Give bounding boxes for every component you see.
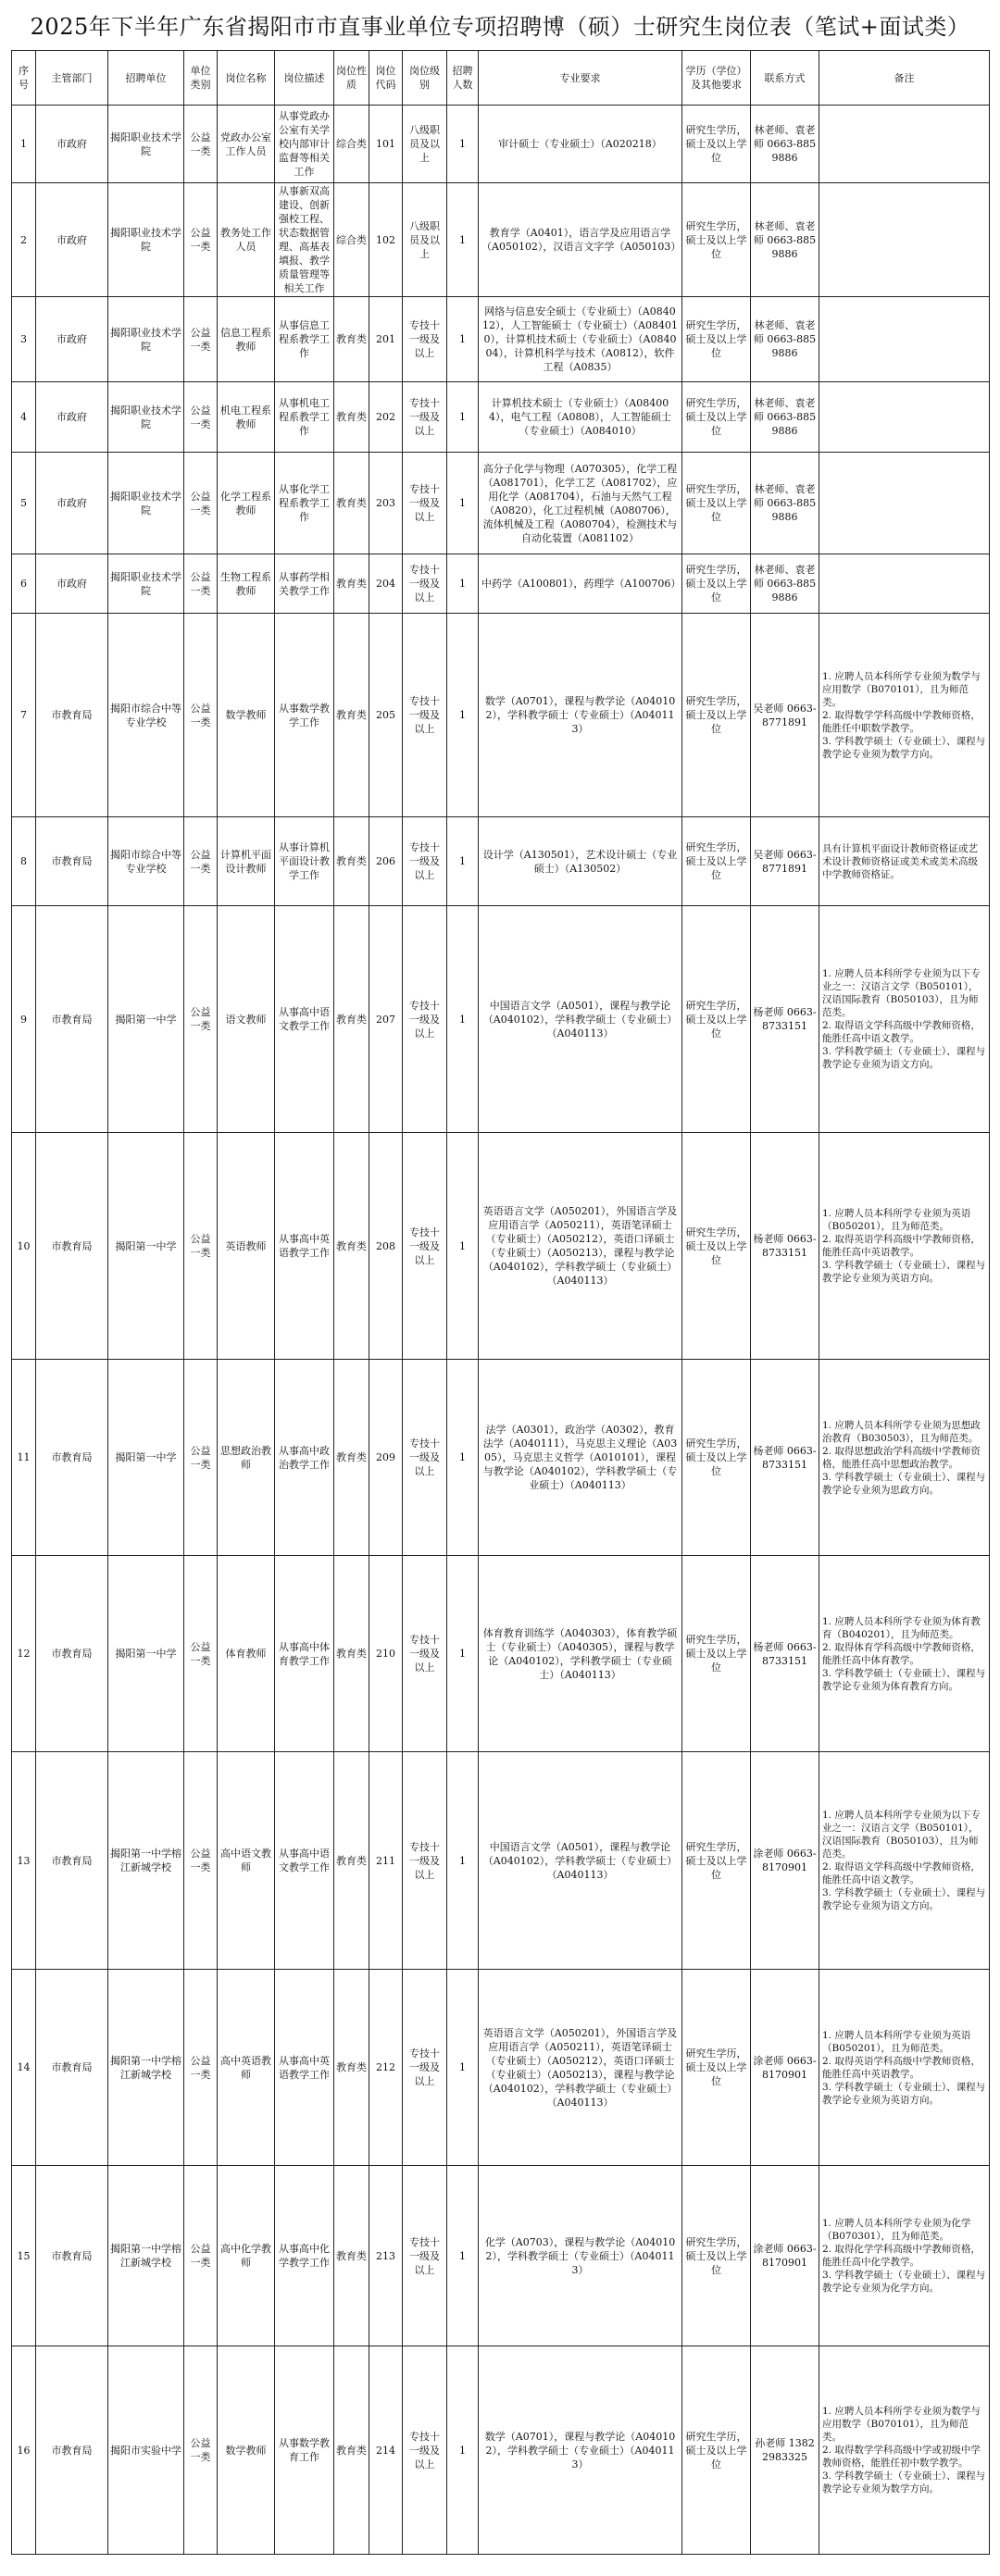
row-edu: 研究生学历，硕士及以上学位 (682, 106, 751, 183)
table-row (12, 2346, 990, 2555)
row-unit: 揭阳第一中学 (108, 1360, 184, 1556)
row-notes (819, 1360, 990, 1556)
row-nature: 教育类 (334, 382, 369, 453)
row-count: 1 (447, 554, 479, 614)
row-category: 公益一类 (184, 554, 218, 614)
row-count: 1 (447, 614, 479, 817)
row-count: 1 (447, 183, 479, 297)
row-unit: 揭阳职业技术学院 (108, 183, 184, 297)
note-item: 2. 取得数学学科高级中学教师资格，能胜任中职数学教学。 (822, 709, 981, 734)
row-nature: 综合类 (334, 183, 369, 297)
note-item: 3. 学科教学硕士（专业硕士）、课程与教学论专业须为英语方向。 (822, 2081, 986, 2106)
row-no: 13 (12, 1752, 36, 1970)
row-desc: 从事数学教育工作 (275, 2346, 334, 2555)
header-category: 单位类别 (184, 51, 218, 106)
note-item: 1. 应聘人员本科所学专业须为数学与应用数学（B070101），且为师范类。 (822, 670, 981, 708)
row-category: 公益一类 (184, 106, 218, 183)
row-notes (819, 2166, 990, 2346)
row-level: 专技十一级及以上 (403, 817, 447, 906)
row-level: 八级职员及以上 (403, 183, 447, 297)
row-notes (819, 817, 990, 906)
row-dept: 市教育局 (36, 614, 108, 817)
row-category: 公益一类 (184, 906, 218, 1133)
row-desc: 从事高中语文教学工作 (275, 1752, 334, 1970)
row-count: 1 (447, 2166, 479, 2346)
row-code: 210 (369, 1556, 403, 1752)
row-major: 数学（A0701），课程与教学论（A040102），学科教学硕士（专业硕士）（A040113） (479, 614, 682, 817)
row-notes (819, 382, 990, 453)
table-row (12, 297, 990, 382)
row-contact: 杨老师 0663-8733151 (751, 1556, 819, 1752)
row-dept: 市教育局 (36, 1133, 108, 1360)
row-unit: 揭阳第一中学 (108, 906, 184, 1133)
row-no: 12 (12, 1556, 36, 1752)
note-item: 2. 取得体育学科高级中学教师资格，能胜任高中体育教学。 (822, 1641, 981, 1666)
row-edu: 研究生学历，硕士及以上学位 (682, 2346, 751, 2555)
row-count: 1 (447, 817, 479, 906)
row-notes (819, 297, 990, 382)
table-row (12, 906, 990, 1133)
note-item: 3. 学科教学硕士（专业硕士）、课程与教学论专业须为数学方向。 (822, 2470, 986, 2495)
positions-table (11, 50, 990, 2555)
header-unit: 招聘单位 (108, 51, 184, 106)
row-count: 1 (447, 382, 479, 453)
row-dept: 市政府 (36, 297, 108, 382)
row-dept: 市教育局 (36, 817, 108, 906)
row-nature: 教育类 (334, 1556, 369, 1752)
row-post: 信息工程系教师 (218, 297, 275, 382)
row-unit: 揭阳第一中学 (108, 1133, 184, 1360)
table-body (12, 106, 990, 2555)
row-level: 专技十一级及以上 (403, 1752, 447, 1970)
row-contact: 孙老师 13822983325 (751, 2346, 819, 2555)
row-notes (819, 1752, 990, 1970)
row-code: 201 (369, 297, 403, 382)
note-item: 3. 学科教学硕士（专业硕士）、课程与教学论专业须为语文方向。 (822, 1887, 986, 1911)
row-no: 10 (12, 1133, 36, 1360)
row-post: 英语教师 (218, 1133, 275, 1360)
row-count: 1 (447, 906, 479, 1133)
row-contact: 吴老师 0663-8771891 (751, 817, 819, 906)
header-nature: 岗位性质 (334, 51, 369, 106)
row-dept: 市教育局 (36, 2346, 108, 2555)
row-count: 1 (447, 2346, 479, 2555)
row-nature: 综合类 (334, 106, 369, 183)
row-desc: 从事数学教学工作 (275, 614, 334, 817)
row-post: 思想政治教师 (218, 1360, 275, 1556)
table-row (12, 554, 990, 614)
row-post: 体育教师 (218, 1556, 275, 1752)
row-no: 6 (12, 554, 36, 614)
note-item: 1. 应聘人员本科所学专业须为英语（B050201），且为师范类。 (822, 1208, 971, 1232)
row-code: 212 (369, 1970, 403, 2166)
table-row (12, 2166, 990, 2346)
row-contact: 涂老师 0663-8170901 (751, 1752, 819, 1970)
row-post: 数学教师 (218, 2346, 275, 2555)
row-level: 专技十一级及以上 (403, 554, 447, 614)
row-contact: 杨老师 0663-8733151 (751, 1133, 819, 1360)
row-count: 1 (447, 453, 479, 554)
row-contact: 林老师、袁老师 0663-8859886 (751, 382, 819, 453)
note-item: 3. 学科教学硕士（专业硕士）、课程与教学论专业须为思政方向。 (822, 1471, 986, 1496)
row-edu: 研究生学历，硕士及以上学位 (682, 1360, 751, 1556)
row-nature: 教育类 (334, 2346, 369, 2555)
row-code: 206 (369, 817, 403, 906)
row-no: 9 (12, 906, 36, 1133)
row-edu: 研究生学历，硕士及以上学位 (682, 1970, 751, 2166)
row-contact: 杨老师 0663-8733151 (751, 1360, 819, 1556)
row-code: 211 (369, 1752, 403, 1970)
row-category: 公益一类 (184, 2166, 218, 2346)
row-code: 202 (369, 382, 403, 453)
row-dept: 市政府 (36, 554, 108, 614)
row-edu: 研究生学历，硕士及以上学位 (682, 1133, 751, 1360)
header-count: 招聘人数 (447, 51, 479, 106)
row-post: 化学工程系教师 (218, 453, 275, 554)
row-major: 中国语言文学（A0501），课程与教学论（A040102），学科教学硕士（专业硕士）（A040113） (479, 1752, 682, 1970)
row-level: 八级职员及以上 (403, 106, 447, 183)
row-unit: 揭阳第一中学榕江新城学校 (108, 1752, 184, 1970)
header-code: 岗位代码 (369, 51, 403, 106)
row-contact: 涂老师 0663-8170901 (751, 1970, 819, 2166)
row-count: 1 (447, 1360, 479, 1556)
row-major: 设计学（A130501），艺术设计硕士（专业硕士）（A130502） (479, 817, 682, 906)
note-item: 1. 应聘人员本科所学专业须为英语（B050201），且为师范类。 (822, 2029, 971, 2054)
row-major: 数学（A0701），课程与教学论（A040102），学科教学硕士（专业硕士）（A040113） (479, 2346, 682, 2555)
table-row (12, 382, 990, 453)
note-item: 2. 取得英语学科高级中学教师资格，能胜任高中英语教学。 (822, 2055, 981, 2080)
header-desc: 岗位描述 (275, 51, 334, 106)
row-desc: 从事药学相关教学工作 (275, 554, 334, 614)
row-level: 专技十一级及以上 (403, 2166, 447, 2346)
row-category: 公益一类 (184, 183, 218, 297)
row-desc: 从事机电工程系教学工作 (275, 382, 334, 453)
row-level: 专技十一级及以上 (403, 614, 447, 817)
row-major: 网络与信息安全硕士（专业硕士）（A084012），人工智能硕士（专业硕士）（A084010），计算机技术硕士（专业硕士）（A084004），计算机科学与技术（A0812），软件工程（A0835） (479, 297, 682, 382)
row-edu: 研究生学历，硕士及以上学位 (682, 1752, 751, 1970)
row-edu: 研究生学历，硕士及以上学位 (682, 554, 751, 614)
row-desc: 从事高中体育教学工作 (275, 1556, 334, 1752)
table-row (12, 1133, 990, 1360)
note-item: 1. 应聘人员本科所学专业须为以下专业之一：汉语言文学（B050101），汉语国际教育（B050103），且为师范类。 (822, 968, 981, 1018)
row-category: 公益一类 (184, 614, 218, 817)
row-edu: 研究生学历，硕士及以上学位 (682, 2166, 751, 2346)
row-category: 公益一类 (184, 382, 218, 453)
row-dept: 市政府 (36, 106, 108, 183)
row-no: 3 (12, 297, 36, 382)
note-item: 3. 学科教学硕士（专业硕士）、课程与教学论专业须为语文方向。 (822, 1046, 986, 1070)
row-count: 1 (447, 297, 479, 382)
row-dept: 市教育局 (36, 1970, 108, 2166)
row-category: 公益一类 (184, 1752, 218, 1970)
row-dept: 市政府 (36, 183, 108, 297)
note-item: 3. 学科教学硕士（专业硕士）、课程与教学论专业须为化学方向。 (822, 2270, 986, 2294)
row-nature: 教育类 (334, 453, 369, 554)
row-no: 5 (12, 453, 36, 554)
table-row (12, 1556, 990, 1752)
row-post: 教务处工作人员 (218, 183, 275, 297)
row-edu: 研究生学历，硕士及以上学位 (682, 382, 751, 453)
row-unit: 揭阳第一中学 (108, 1556, 184, 1752)
row-count: 1 (447, 1133, 479, 1360)
row-nature: 教育类 (334, 1360, 369, 1556)
row-level: 专技十一级及以上 (403, 1360, 447, 1556)
row-major: 中国语言文学（A0501），课程与教学论（A040102），学科教学硕士（专业硕士）（A040113） (479, 906, 682, 1133)
row-no: 4 (12, 382, 36, 453)
row-count: 1 (447, 1970, 479, 2166)
row-level: 专技十一级及以上 (403, 1133, 447, 1360)
row-edu: 研究生学历，硕士及以上学位 (682, 297, 751, 382)
row-unit: 揭阳职业技术学院 (108, 106, 184, 183)
row-nature: 教育类 (334, 2166, 369, 2346)
row-category: 公益一类 (184, 817, 218, 906)
row-major: 化学（A0703），课程与教学论（A040102），学科教学硕士（专业硕士）（A040113） (479, 2166, 682, 2346)
row-post: 生物工程系教师 (218, 554, 275, 614)
row-nature: 教育类 (334, 1133, 369, 1360)
row-no: 1 (12, 106, 36, 183)
row-nature: 教育类 (334, 1970, 369, 2166)
note-item: 具有计算机平面设计教师资格证或艺术设计教师资格证或美术或美术高级中学教师资格证。 (822, 842, 978, 880)
row-post: 高中语文教师 (218, 1752, 275, 1970)
row-count: 1 (447, 106, 479, 183)
row-contact: 杨老师 0663-8733151 (751, 906, 819, 1133)
row-contact: 吴老师 0663-8771891 (751, 614, 819, 817)
row-code: 204 (369, 554, 403, 614)
document-title: 2025年下半年广东省揭阳市市直事业单位专项招聘博（硕）士研究生岗位表（笔试+面试类） (30, 14, 970, 40)
row-unit: 揭阳职业技术学院 (108, 554, 184, 614)
row-nature: 教育类 (334, 614, 369, 817)
row-post: 数学教师 (218, 614, 275, 817)
note-item: 3. 学科教学硕士（专业硕士）、课程与教学论专业须为英语方向。 (822, 1260, 986, 1284)
row-category: 公益一类 (184, 1970, 218, 2166)
header-edu: 学历（学位）及其他要求 (682, 51, 751, 106)
row-unit: 揭阳职业技术学院 (108, 453, 184, 554)
row-desc: 从事高中化学教学工作 (275, 2166, 334, 2346)
note-item: 2. 取得语文学科高级中学教师资格，能胜任高中语文教学。 (822, 1861, 981, 1885)
row-nature: 教育类 (334, 554, 369, 614)
row-notes (819, 614, 990, 817)
row-major: 计算机技术硕士（专业硕士）（A084004），电气工程（A0808），人工智能硕士（专业硕士）（A084010） (479, 382, 682, 453)
row-category: 公益一类 (184, 2346, 218, 2555)
note-item: 2. 取得化学学科高级中学教师资格，能胜任高中化学教学。 (822, 2244, 981, 2268)
row-dept: 市教育局 (36, 2166, 108, 2346)
row-desc: 从事高中英语教学工作 (275, 1970, 334, 2166)
row-post: 党政办公室工作人员 (218, 106, 275, 183)
note-item: 1. 应聘人员本科所学专业须为以下专业之一：汉语言文学（B050101），汉语国际教育（B050103），且为师范类。 (822, 1810, 981, 1860)
row-no: 8 (12, 817, 36, 906)
row-desc: 从事高中语文教学工作 (275, 906, 334, 1133)
row-no: 11 (12, 1360, 36, 1556)
row-notes (819, 453, 990, 554)
row-contact: 林老师、袁老师 0663-8859886 (751, 297, 819, 382)
row-unit: 揭阳市综合中等专业学校 (108, 817, 184, 906)
header-row (12, 51, 990, 106)
row-major: 教育学（A0401），语言学及应用语言学（A050102），汉语言文字学（A050103） (479, 183, 682, 297)
header-dept: 主管部门 (36, 51, 108, 106)
row-code: 102 (369, 183, 403, 297)
row-major: 法学（A0301），政治学（A0302），教育法学（A040111），马克思主义理论（A0305），马克思主义哲学（A010101），课程与教学论（A040102），学科教学硕士（专业硕士）（A040113） (479, 1360, 682, 1556)
row-category: 公益一类 (184, 297, 218, 382)
table-row (12, 817, 990, 906)
row-code: 203 (369, 453, 403, 554)
row-category: 公益一类 (184, 1133, 218, 1360)
row-contact: 林老师、袁老师 0663-8859886 (751, 453, 819, 554)
row-notes (819, 106, 990, 183)
row-dept: 市教育局 (36, 906, 108, 1133)
row-no: 7 (12, 614, 36, 817)
row-contact: 林老师、袁老师 0663-8859886 (751, 183, 819, 297)
header-notes: 备注 (819, 51, 990, 106)
row-nature: 教育类 (334, 906, 369, 1133)
row-level: 专技十一级及以上 (403, 906, 447, 1133)
table-row (12, 453, 990, 554)
header-level: 岗位级别 (403, 51, 447, 106)
row-unit: 揭阳职业技术学院 (108, 382, 184, 453)
row-edu: 研究生学历，硕士及以上学位 (682, 614, 751, 817)
row-count: 1 (447, 1752, 479, 1970)
row-category: 公益一类 (184, 453, 218, 554)
row-code: 209 (369, 1360, 403, 1556)
row-contact: 林老师、袁老师 0663-8859886 (751, 554, 819, 614)
row-code: 207 (369, 906, 403, 1133)
note-item: 3. 学科教学硕士（专业硕士）、课程与教学论专业须为数学方向。 (822, 735, 986, 760)
row-edu: 研究生学历，硕士及以上学位 (682, 906, 751, 1133)
row-level: 专技十一级及以上 (403, 297, 447, 382)
row-unit: 揭阳职业技术学院 (108, 297, 184, 382)
row-level: 专技十一级及以上 (403, 1556, 447, 1752)
row-unit: 揭阳市实验中学 (108, 2346, 184, 2555)
row-notes (819, 1970, 990, 2166)
row-code: 101 (369, 106, 403, 183)
row-major: 体育教育训练学（A040303），体育教学硕士（专业硕士）（A040305），课程与教学论（A040102），学科教学硕士（专业硕士）（A040113） (479, 1556, 682, 1752)
row-unit: 揭阳第一中学榕江新城学校 (108, 1970, 184, 2166)
row-code: 213 (369, 2166, 403, 2346)
note-item: 2. 取得语文学科高级中学教师资格，能胜任高中语文教学。 (822, 1020, 981, 1044)
row-desc: 从事党政办公室有关学校内部审计监督等相关工作 (275, 106, 334, 183)
row-major: 英语语言文学（A050201），外国语言学及应用语言学（A050211），英语笔译硕士（专业硕士）（A050212），英语口译硕士（专业硕士）（A050213），课程与教学论（A040102），学科教学硕士（专业硕士）（A040113） (479, 1133, 682, 1360)
header-post: 岗位名称 (218, 51, 275, 106)
table-row (12, 1360, 990, 1556)
table-row (12, 1970, 990, 2166)
row-nature: 教育类 (334, 1752, 369, 1970)
row-post: 高中化学教师 (218, 2166, 275, 2346)
header-contact: 联系方式 (751, 51, 819, 106)
row-code: 205 (369, 614, 403, 817)
note-item: 1. 应聘人员本科所学专业须为体育教育（B040201），且为师范类。 (822, 1615, 981, 1640)
row-dept: 市教育局 (36, 1360, 108, 1556)
row-no: 16 (12, 2346, 36, 2555)
row-no: 15 (12, 2166, 36, 2346)
row-desc: 从事计算机平面设计教学工作 (275, 817, 334, 906)
row-major: 中药学（A100801），药理学（A100706） (479, 554, 682, 614)
row-major: 高分子化学与物理（A070305），化学工程（A081701），化学工艺（A081702），应用化学（A081704），石油与天然气工程（A0820），化工过程机械（A080706），流体机械及工程（A080704），检测技术与自动化装置（A081102） (479, 453, 682, 554)
row-code: 214 (369, 2346, 403, 2555)
row-edu: 研究生学历，硕士及以上学位 (682, 817, 751, 906)
row-post: 语文教师 (218, 906, 275, 1133)
row-contact: 林老师、袁老师 0663-8859886 (751, 106, 819, 183)
row-code: 208 (369, 1133, 403, 1360)
note-item: 2. 取得英语学科高级中学教师资格，能胜任高中英语教学。 (822, 1234, 981, 1258)
row-post: 机电工程系教师 (218, 382, 275, 453)
note-item: 1. 应聘人员本科所学专业须为思想政治教育（B030503），且为师范类。 (822, 1419, 981, 1444)
table-row (12, 183, 990, 297)
note-item: 3. 学科教学硕士（专业硕士）、课程与教学论专业须为体育教育方向。 (822, 1667, 986, 1692)
row-dept: 市政府 (36, 453, 108, 554)
note-item: 1. 应聘人员本科所学专业须为化学（B070301），且为师范类。 (822, 2218, 971, 2242)
row-unit: 揭阳第一中学榕江新城学校 (108, 2166, 184, 2346)
row-notes (819, 1556, 990, 1752)
row-no: 14 (12, 1970, 36, 2166)
row-category: 公益一类 (184, 1360, 218, 1556)
row-edu: 研究生学历，硕士及以上学位 (682, 1556, 751, 1752)
row-major: 英语语言文学（A050201），外国语言学及应用语言学（A050211），英语笔译硕士（专业硕士）（A050212），英语口译硕士（专业硕士）（A050213），课程与教学论（A040102），学科教学硕士（专业硕士）（A040113） (479, 1970, 682, 2166)
row-post: 高中英语教师 (218, 1970, 275, 2166)
row-level: 专技十一级及以上 (403, 382, 447, 453)
row-desc: 从事高中英语教学工作 (275, 1133, 334, 1360)
row-unit: 揭阳市综合中等专业学校 (108, 614, 184, 817)
row-notes (819, 183, 990, 297)
row-dept: 市教育局 (36, 1556, 108, 1752)
row-level: 专技十一级及以上 (403, 1970, 447, 2166)
note-item: 1. 应聘人员本科所学专业须为数学与应用数学（B070101），且为师范类。 (822, 2406, 981, 2443)
note-item: 2. 取得数学学科高级中学或初级中学教师资格，能胜任初中数学教学。 (822, 2445, 981, 2469)
header-no: 序号 (12, 51, 36, 106)
row-desc: 从事信息工程系教学工作 (275, 297, 334, 382)
row-dept: 市教育局 (36, 1752, 108, 1970)
row-notes (819, 1133, 990, 1360)
row-contact: 涂老师 0663-8170901 (751, 2166, 819, 2346)
header-major: 专业要求 (479, 51, 682, 106)
row-nature: 教育类 (334, 817, 369, 906)
row-count: 1 (447, 1556, 479, 1752)
row-desc: 从事化学工程系教学工作 (275, 453, 334, 554)
note-item: 2. 取得思想政治学科高级中学教师资格，能胜任高中思想政治教学。 (822, 1445, 981, 1470)
row-notes (819, 906, 990, 1133)
row-edu: 研究生学历，硕士及以上学位 (682, 183, 751, 297)
row-notes (819, 2346, 990, 2555)
table-row (12, 1752, 990, 1970)
table-row (12, 614, 990, 817)
row-level: 专技十一级及以上 (403, 453, 447, 554)
table-row (12, 106, 990, 183)
row-no: 2 (12, 183, 36, 297)
row-post: 计算机平面设计教师 (218, 817, 275, 906)
row-category: 公益一类 (184, 1556, 218, 1752)
row-edu: 研究生学历，硕士及以上学位 (682, 453, 751, 554)
row-nature: 教育类 (334, 297, 369, 382)
row-level: 专技十一级及以上 (403, 2346, 447, 2555)
row-desc: 从事新双高建设、创新强校工程、状态数据管理、高基表填报、教学质量管理等相关工作 (275, 183, 334, 297)
row-notes (819, 554, 990, 614)
row-major: 审计硕士（专业硕士）（A020218） (479, 106, 682, 183)
row-desc: 从事高中政治教学工作 (275, 1360, 334, 1556)
row-dept: 市政府 (36, 382, 108, 453)
